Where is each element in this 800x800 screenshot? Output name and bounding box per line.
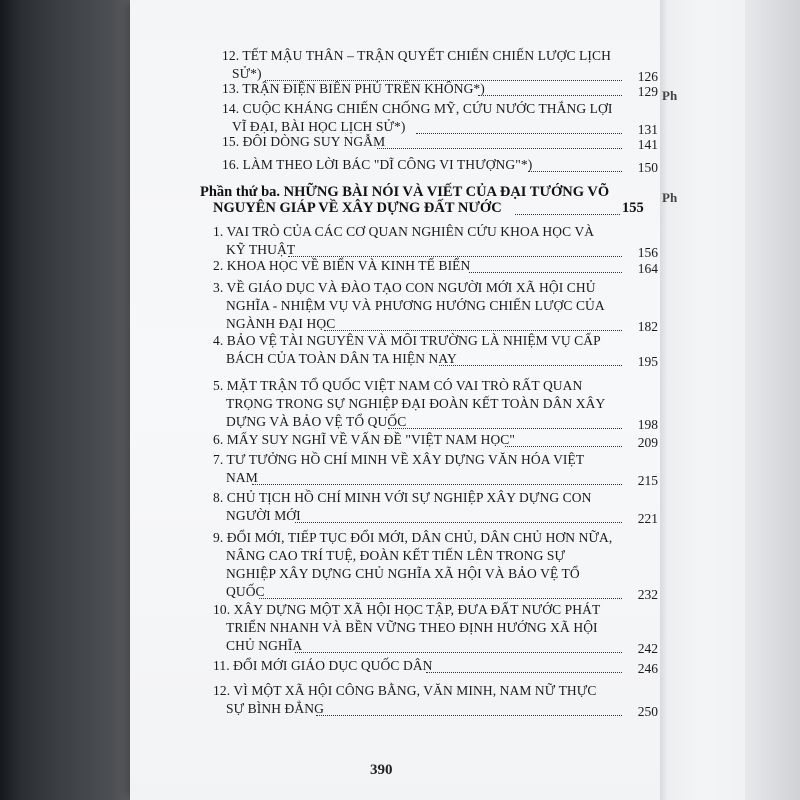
dot-leader [416,133,622,134]
toc-entry-text: 3. VỀ GIÁO DỤC VÀ ĐÀO TẠO CON NGƯỜI MỚI XÃ HỘI CHỦ [213,280,596,295]
part-page-number: 155 [622,200,644,216]
dot-leader [528,171,622,172]
toc-page-number: 126 [637,69,658,84]
toc-entry-text: 9. ĐỔI MỚI, TIẾP TỤC ĐỔI MỚI, DÂN CHỦ, DÂN CHỦ HƠN NỮA, [213,530,613,545]
toc-entry-text: 13. TRẬN ĐIỆN BIÊN PHỦ TRÊN KHÔNG*) [222,81,485,96]
toc-entry-text: 4. BẢO VỆ TÀI NGUYÊN VÀ MÔI TRƯỜNG LÀ NHIỆM VỤ CẤP [213,333,601,348]
toc-entry-text: 1. VAI TRÒ CỦA CÁC CƠ QUAN NGHIÊN CỨU KHOA HỌC VÀ [213,224,595,239]
toc-page-number: 242 [637,641,658,656]
toc-entry-text: 12. VÌ MỘT XÃ HỘI CÔNG BẰNG, VĂN MINH, NAM NỮ THỰC [213,683,597,698]
facing-page-mark: Ph [662,190,678,205]
toc-entry-text: 5. MẶT TRẬN TỔ QUỐC VIỆT NAM CÓ VAI TRÒ RẤT QUAN [213,378,583,393]
toc-entry-text: TRIỂN NHANH VÀ BỀN VỮNG THEO ĐỊNH HƯỚNG XÃ HỘI [226,620,598,635]
toc-page-number: 246 [637,661,658,676]
dot-leader [478,95,622,96]
toc-entry-text: CHỦ NGHĨA [226,638,303,653]
toc-page-number: 221 [637,511,658,526]
dot-leader [295,652,622,653]
toc-entry-text: 2. KHOA HỌC VỀ BIỂN VÀ KINH TẾ BIỂN [213,258,471,273]
toc-page-number: 150 [637,160,658,175]
toc-entry-text: QUỐC [226,584,265,599]
folio-page-number: 390 [370,762,393,778]
part-heading-line-2: NGUYÊN GIÁP VỀ XÂY DỰNG ĐẤT NƯỚC [213,200,502,216]
toc-entry-text: 15. ĐÔI DÒNG SUY NGẪM [222,134,386,149]
toc-page-number: 164 [637,261,658,276]
toc-page-number: 129 [637,84,658,99]
part-heading-line-1: Phần thứ ba. NHỮNG BÀI NÓI VÀ VIẾT CỦA ĐẠI TƯỚNG VÕ [200,184,610,200]
dot-leader [252,484,622,485]
toc-entry-text: NGÀNH ĐẠI HỌC [226,316,336,331]
toc-entry-text: SỬ*) [232,66,262,81]
toc-entry-text: TRỌNG TRONG SỰ NGHIỆP ĐẠI ĐOÀN KẾT TOÀN DÂN XÂY [226,396,606,411]
dot-leader [295,522,622,523]
toc-entry-text: 8. CHỦ TỊCH HỒ CHÍ MINH VỚI SỰ NGHIỆP XÂY DỰNG CON [213,490,592,505]
toc-entry-text: NÂNG CAO TRÍ TUỆ, ĐOÀN KẾT TIẾN LÊN TRONG SỰ [226,548,566,563]
dot-leader [377,148,622,149]
dot-leader [324,330,622,331]
toc-entry-text: 6. MẤY SUY NGHĨ VỀ VẤN ĐỀ "VIỆT NAM HỌC" [213,432,516,447]
toc-entry-text: 12. TẾT MẬU THÂN – TRẬN QUYẾT CHIẾN CHIẾN LƯỢC LỊCH [222,48,611,63]
dot-leader [259,598,622,599]
toc-entry-text: 10. XÂY DỰNG MỘT XÃ HỘI HỌC TẬP, ĐƯA ĐẤT NƯỚC PHÁT [213,602,601,617]
dot-leader [316,715,622,716]
dot-leader [505,446,622,447]
toc-entry-text: VĨ ĐẠI, BÀI HỌC LỊCH SỬ*) [232,119,406,134]
toc-page-number: 141 [637,137,658,152]
toc-entry-text: NGHIỆP XÂY DỰNG CHỦ NGHĨA XÃ HỘI VÀ BẢO VỆ TỔ [226,566,580,581]
toc-page-number: 131 [637,122,658,137]
toc-page-number: 232 [637,587,658,602]
toc-entry-text: 7. TƯ TƯỞNG HỒ CHÍ MINH VỀ XÂY DỰNG VĂN HÓA VIỆT [213,452,585,467]
toc-entry-text: NGƯỜI MỚI [226,508,301,523]
dot-leader [426,672,622,673]
toc-entry-text: 14. CUỘC KHÁNG CHIẾN CHỐNG MỸ, CỨU NƯỚC THẮNG LỢI [222,101,613,116]
dot-leader [388,428,622,429]
toc-entry-text: NAM [226,470,258,485]
toc-entry-text: NGHĨA - NHIỆM VỤ VÀ PHƯƠNG HƯỚNG CHIẾN LƯỢC CỦA [226,298,605,313]
dot-leader [439,365,622,366]
toc-entry-text: 16. LÀM THEO LỜI BÁC "DĨ CÔNG VI THƯỢNG"*) [222,157,533,172]
toc-page-number: 250 [637,704,658,719]
page-edge [745,0,800,800]
dot-leader [288,256,622,257]
toc-entry-text: KỸ THUẬT [226,242,296,257]
toc-page-number: 209 [637,435,658,450]
dot-leader [515,214,620,215]
dot-leader [469,272,622,273]
toc-entry-text: SỰ BÌNH ĐẲNG [226,701,324,716]
toc-page-number: 195 [637,354,658,369]
toc-page-number: 182 [637,319,658,334]
facing-page-mark: Ph [662,88,678,103]
toc-entry-text: 11. ĐỔI MỚI GIÁO DỤC QUỐC DÂN [213,658,433,673]
toc-page-number: 156 [637,245,658,260]
toc-entry-text: BÁCH CỦA TOÀN DÂN TA HIỆN NAY [226,351,457,366]
toc-page-number: 215 [637,473,658,488]
toc-entry-text: DỰNG VÀ BẢO VỆ TỔ QUỐC [226,414,407,429]
toc-page-number: 198 [637,417,658,432]
